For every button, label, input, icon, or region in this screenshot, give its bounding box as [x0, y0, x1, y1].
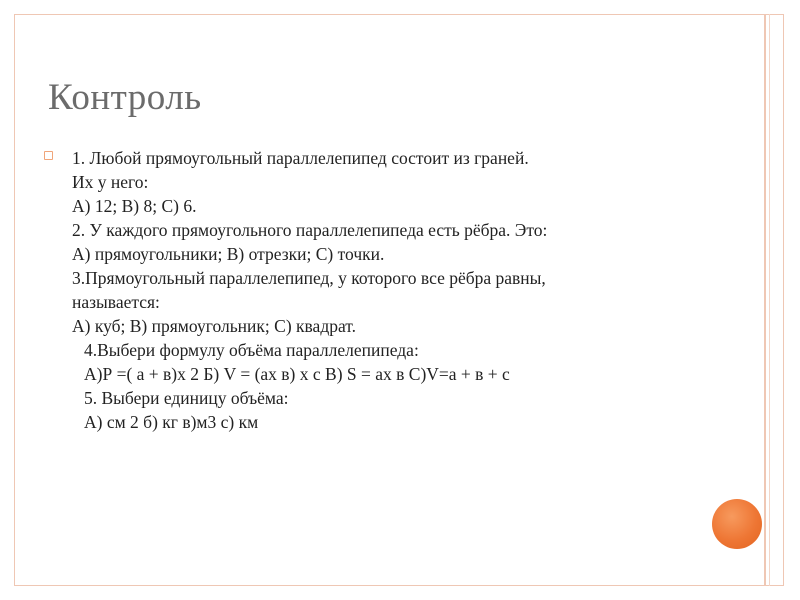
- question-4-answers: А)Р =( а + в)х 2 Б) V = (ах в) х с В) S = ах в С)V=а + в + с: [84, 364, 510, 384]
- frame-accent-line: [764, 14, 766, 586]
- slide-title: Контроль: [48, 77, 202, 118]
- question-4-text: 4.Выбери формулу объёма параллелепипеда:: [84, 340, 419, 360]
- square-bullet-icon: [44, 151, 53, 160]
- question-2-answers: А) прямоугольники; В) отрезки; С) точки.: [72, 244, 385, 264]
- question-1-text-cont: Их у него:: [72, 172, 149, 192]
- question-5-text: 5. Выбери единицу объёма:: [84, 388, 289, 408]
- question-3-answers: А) куб; В) прямоугольник; С) квадрат.: [72, 316, 356, 336]
- question-1-text: 1. Любой прямоугольный параллелепипед состоит из граней.: [72, 148, 529, 168]
- frame-accent-line-thin: [769, 14, 770, 586]
- slide-body: [72, 146, 752, 434]
- orange-circle-icon: [712, 499, 762, 549]
- question-1-answers: А) 12; В) 8; С) 6.: [72, 196, 197, 216]
- question-5-answers: А) см 2 б) кг в)м3 с) км: [84, 412, 259, 432]
- question-3-text: 3.Прямоугольный параллелепипед, у которого все рёбра равны,: [72, 268, 546, 288]
- question-3-text-cont: называется:: [72, 292, 160, 312]
- question-2-text: 2. У каждого прямоугольного параллелепипеда есть рёбра. Это:: [72, 220, 548, 240]
